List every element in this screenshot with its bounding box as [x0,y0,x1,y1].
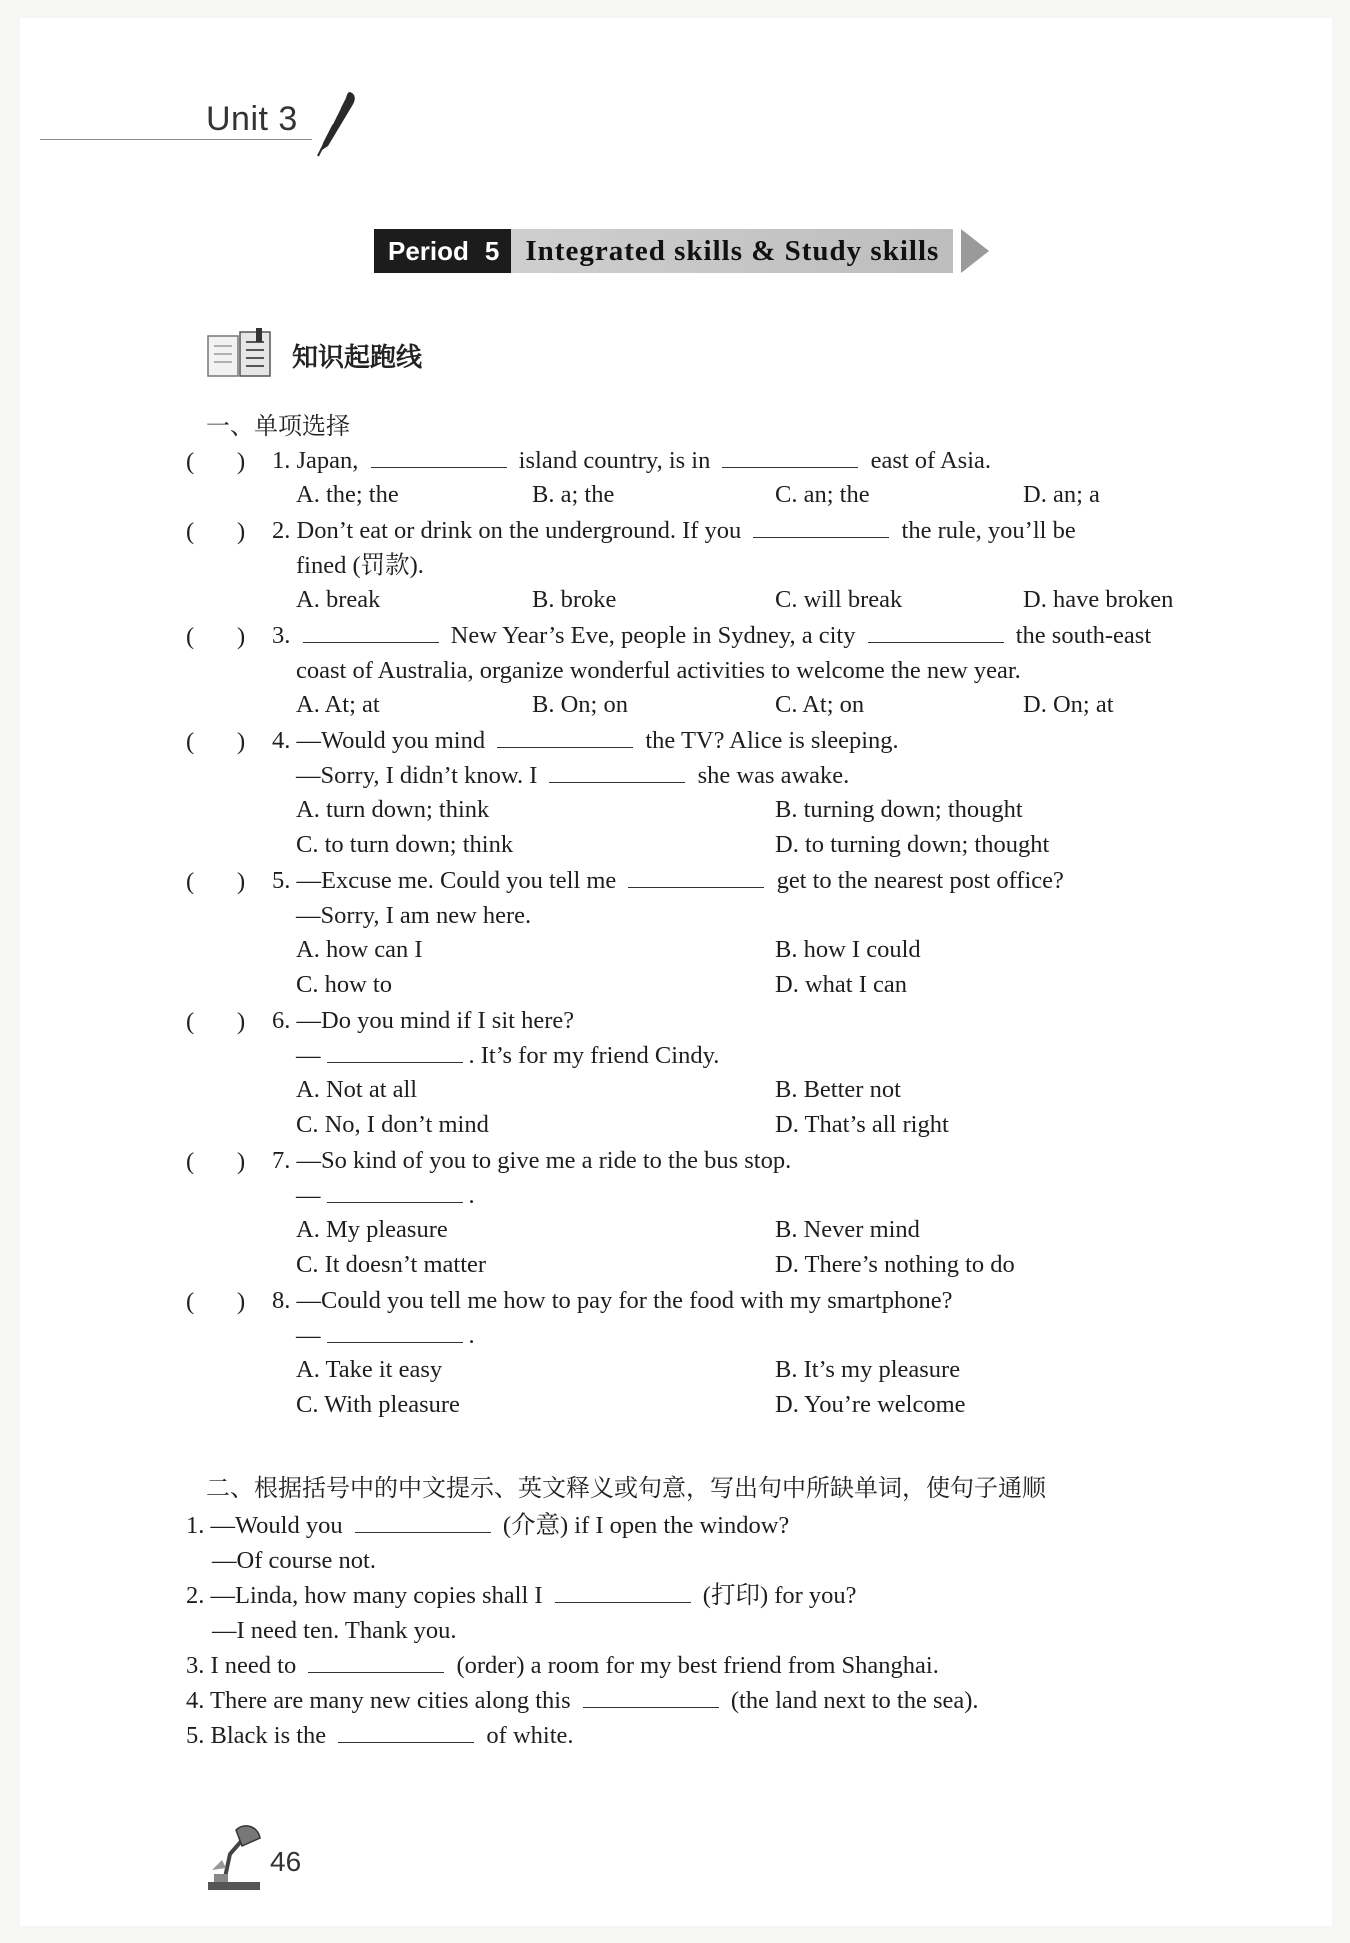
option: A. Take it easy [296,1356,443,1383]
answer-blank[interactable] [338,1721,474,1743]
fill-item-1: 1. —Would you (介意) if I open the window? [186,1512,790,1539]
fill-item-2-reply: —I need ten. Thank you. [212,1617,457,1644]
period-title: Integrated skills & Study skills [511,229,953,273]
option: C. It doesn’t matter [296,1251,487,1278]
part1-title: 一、单项选择 [206,412,350,440]
period-number: 5 [484,235,500,266]
option: B. Better not [775,1076,901,1103]
answer-bracket[interactable]: ( ) [186,448,246,475]
option: C. With pleasure [296,1391,460,1418]
option: A. the; the [296,481,399,508]
fill-item-3: 3. I need to (order) a room for my best friend from Shanghai. [186,1652,939,1679]
answer-bracket[interactable]: ( ) [186,1008,246,1035]
q7-stem: 7. —So kind of you to give me a ride to the bus stop. [272,1147,792,1174]
banner-arrow-icon [961,229,989,273]
q8-stem: 8. —Could you tell me how to pay for the food with my smartphone? [272,1287,953,1314]
option: C. At; on [775,691,865,718]
answer-bracket[interactable]: ( ) [186,868,246,895]
option: D. That’s all right [775,1111,949,1138]
answer-blank[interactable] [628,866,764,888]
answer-blank[interactable] [868,621,1004,643]
pen-icon [310,88,360,158]
option: B. how I could [775,936,921,963]
q8-stem-line2: — . [296,1322,475,1349]
period-banner [374,229,989,273]
option: D. You’re welcome [775,1391,966,1418]
q4-stem-line2: —Sorry, I didn’t know. I she was awake. [296,762,850,789]
option: D. what I can [775,971,907,998]
q6-stem: 6. —Do you mind if I sit here? [272,1007,575,1034]
option: A. My pleasure [296,1216,448,1243]
q1-stem: 1. Japan, island country, is in east of Asia. [272,447,992,474]
desk-lamp-icon [204,1820,264,1892]
option: D. There’s nothing to do [775,1251,1015,1278]
fill-item-2: 2. —Linda, how many copies shall I (打印) for you? [186,1582,857,1609]
q3-stem: 3. New Year’s Eve, people in Sydney, a city the south-east [272,622,1152,649]
option: B. a; the [532,481,615,508]
option: D. have broken [1023,586,1174,613]
q4-stem: 4. —Would you mind the TV? Alice is sleeping. [272,727,899,754]
option: A. turn down; think [296,796,490,823]
q5-stem-line2: —Sorry, I am new here. [296,902,532,929]
page-number: 46 [270,1846,302,1877]
period-label: Period [388,235,469,266]
answer-blank[interactable] [303,621,439,643]
answer-blank[interactable] [327,1041,463,1063]
answer-blank[interactable] [583,1686,719,1708]
q2-stem: 2. Don’t eat or drink on the underground. If you the rule, you’ll be [272,517,1076,544]
option: A. break [296,586,381,613]
answer-blank[interactable] [555,1581,691,1603]
option: C. how to [296,971,392,998]
option: D. an; a [1023,481,1100,508]
answer-bracket[interactable]: ( ) [186,1288,246,1315]
option: A. At; at [296,691,380,718]
option: C. an; the [775,481,870,508]
q5-stem: 5. —Excuse me. Could you tell me get to the nearest post office? [272,867,1064,894]
option: B. turning down; thought [775,796,1023,823]
option: B. On; on [532,691,628,718]
option: A. Not at all [296,1076,418,1103]
answer-blank[interactable] [308,1651,444,1673]
answer-blank[interactable] [497,726,633,748]
option: C. No, I don’t mind [296,1111,489,1138]
option: B. It’s my pleasure [775,1356,961,1383]
answer-blank[interactable] [371,446,507,468]
option: B. Never mind [775,1216,920,1243]
q6-stem-line2: — . It’s for my friend Cindy. [296,1042,720,1069]
fill-item-5: 5. Black is the of white. [186,1722,574,1749]
q2-stem-line2: fined (罚款). [296,552,424,579]
q7-stem-line2: — . [296,1182,475,1209]
answer-bracket[interactable]: ( ) [186,518,246,545]
answer-bracket[interactable]: ( ) [186,728,246,755]
workbook-page [20,18,1332,1926]
fill-item-4: 4. There are many new cities along this (the land next to the sea). [186,1687,979,1714]
unit-title: Unit 3 [206,100,298,138]
header-rule [40,139,312,140]
answer-bracket[interactable]: ( ) [186,623,246,650]
answer-blank[interactable] [327,1181,463,1203]
option: C. to turn down; think [296,831,514,858]
answer-blank[interactable] [549,761,685,783]
answer-blank[interactable] [753,516,889,538]
period-label-block [374,229,511,273]
answer-blank[interactable] [722,446,858,468]
part2-title: 二、根据括号中的中文提示、英文释义或句意，写出句中所缺单词，使句子通顺 [206,1474,1046,1502]
q3-stem-line2: coast of Australia, organize wonderful activities to welcome the new year. [296,657,1021,684]
answer-bracket[interactable]: ( ) [186,1148,246,1175]
option: A. how can I [296,936,423,963]
fill-item-1-reply: —Of course not. [212,1547,376,1574]
answer-blank[interactable] [327,1321,463,1343]
option: C. will break [775,586,903,613]
option: B. broke [532,586,617,613]
option: D. to turning down; thought [775,831,1050,858]
section-heading: 知识起跑线 [292,343,423,373]
option: D. On; at [1023,691,1114,718]
answer-blank[interactable] [355,1511,491,1533]
book-icon [206,328,274,380]
